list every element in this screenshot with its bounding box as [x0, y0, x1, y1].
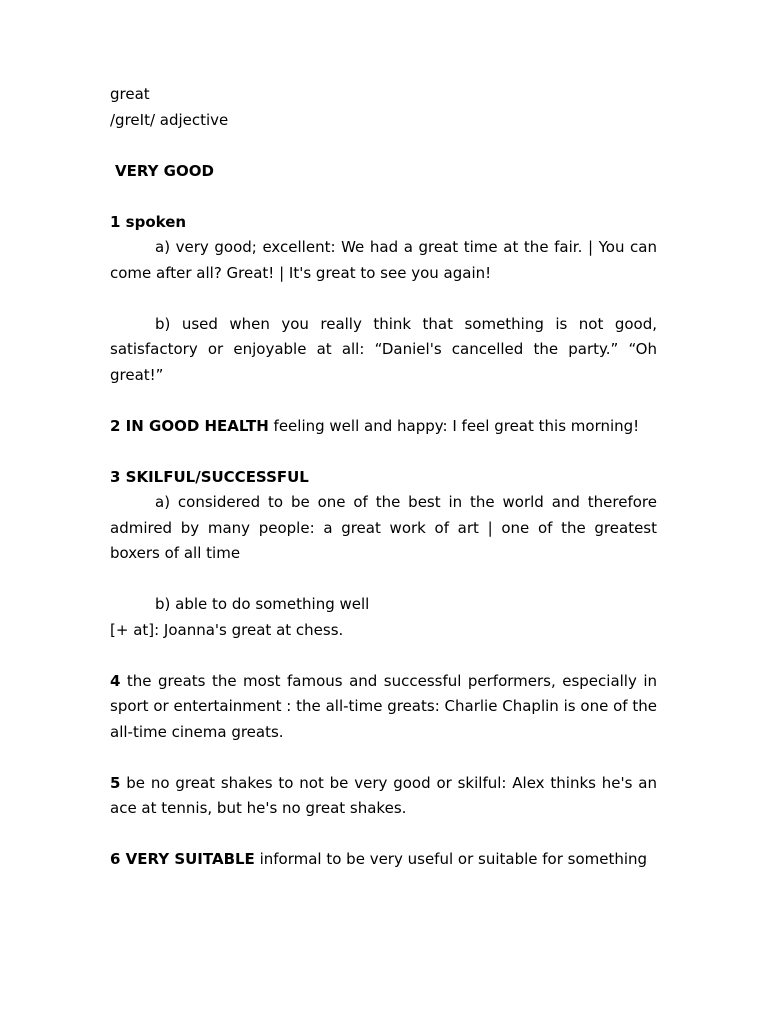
sense-2-label: 2 IN GOOD HEALTH [110, 416, 269, 435]
sense-6-label: 6 VERY SUITABLE [110, 850, 255, 868]
sense-5-text: be no great shakes to not be very good or skilful: Alex thinks he's an ace at tennis, but he's no great shakes. [110, 773, 657, 817]
sense-3-label: 3 SKILFUL/SUCCESSFUL [110, 467, 309, 486]
sense-6-text: informal to be very useful or suitable for something [254, 850, 648, 868]
spacer [110, 133, 657, 159]
sense-5-label: 5 [110, 773, 121, 792]
spacer [110, 822, 657, 848]
sense-6 [110, 847, 657, 873]
sense-3a: a) considered to be one of the best in the world and therefore admired by many people: a great work of art | one of the greatest boxers of all time [110, 493, 657, 562]
sense-3b: b) able to do something well [155, 595, 370, 613]
sense-1-label: 1 spoken [110, 212, 187, 231]
sense-5 [110, 771, 657, 822]
sense-1a: a) very good; excellent: We had a great time at the fair. | You can come after all? Great! | It's great to see you again! [110, 238, 657, 282]
sense-3b-example: [+ at]: Joanna's great at chess. [110, 620, 344, 639]
sense-1b: b) used when you really think that something is not good, satisfactory or enjoyable at all: “Daniel's cancelled the party.” “Oh great!” [110, 314, 657, 384]
sense-4 [110, 669, 657, 746]
spacer [110, 567, 657, 593]
headword: great [110, 85, 150, 103]
spacer [110, 643, 657, 669]
spacer [110, 286, 657, 312]
sense-4-label: 4 [110, 671, 121, 690]
pronunciation: /greIt/ adjective [110, 110, 229, 129]
spacer [110, 388, 657, 414]
sense-2-text: feeling well and happy: I feel great this morning! [268, 416, 640, 435]
spacer [110, 439, 657, 465]
dictionary-entry [110, 82, 657, 873]
sense-2 [110, 414, 657, 440]
section-heading: VERY GOOD [115, 161, 214, 180]
spacer [110, 184, 657, 210]
spacer [110, 745, 657, 771]
sense-4-text: the greats the most famous and successful performers, especially in sport or entertainment : the all-time greats: Charlie Chaplin is one of the all-time cinema greats. [110, 671, 657, 741]
